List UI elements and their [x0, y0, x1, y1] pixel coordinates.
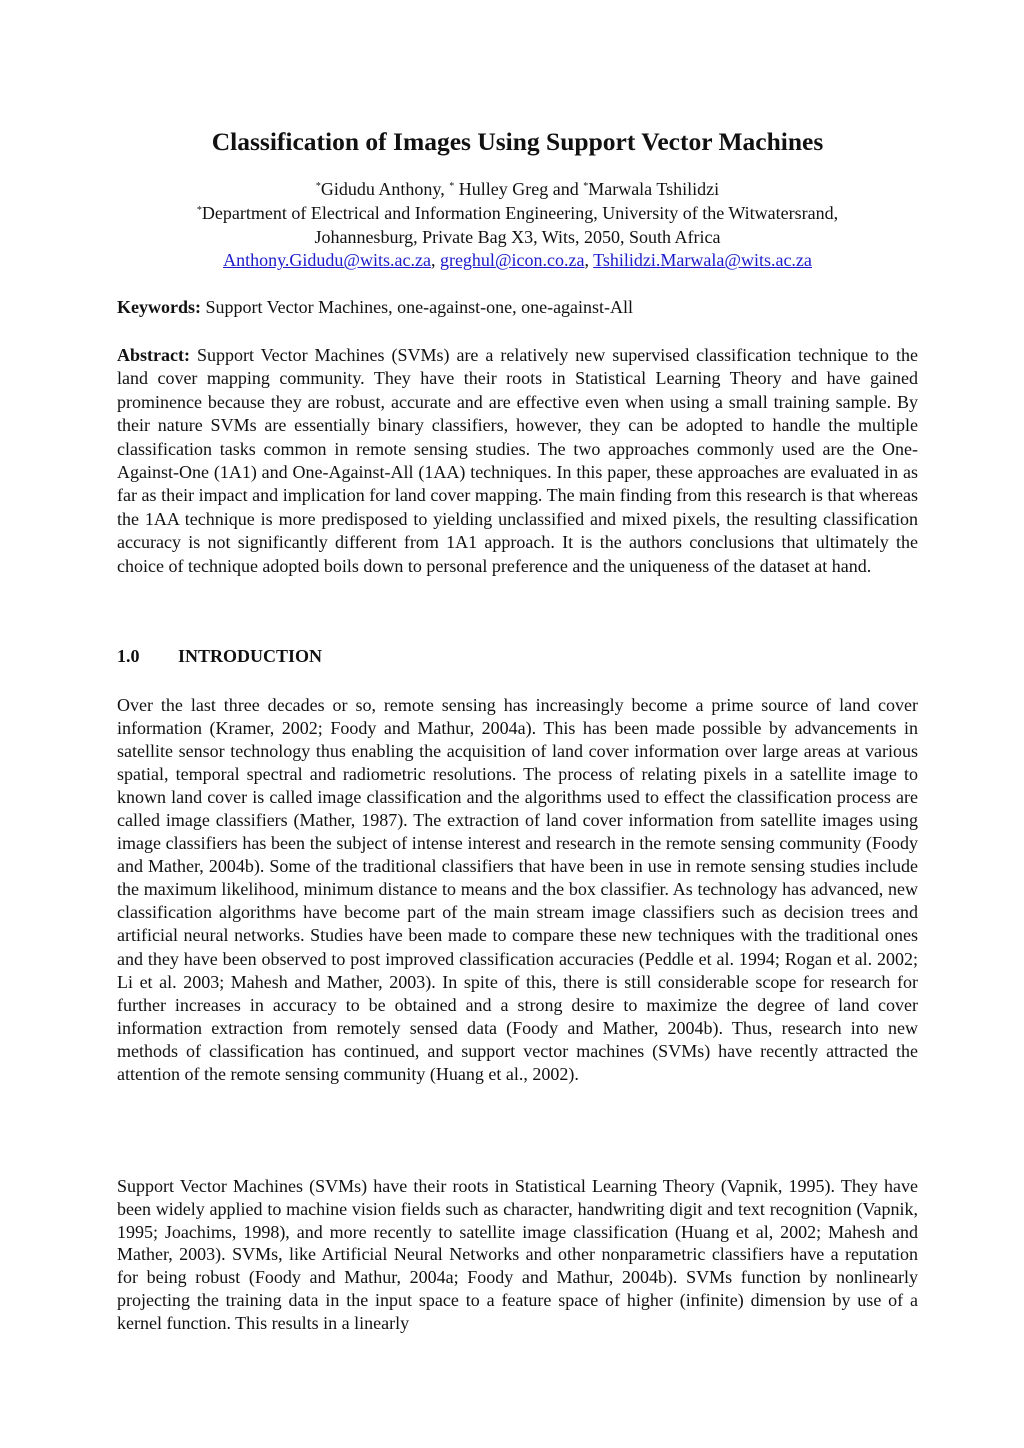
email-link[interactable]: Anthony.Gidudu@wits.ac.za [223, 250, 431, 271]
affiliation: *Department of Electrical and Information Engineering, University of the Witwatersrand, [196, 202, 839, 223]
author-name: Gidudu Anthony, [320, 179, 445, 199]
address: Johannesburg, Private Bag X3, Wits, 2050, South Africa [314, 226, 721, 247]
email-link[interactable]: Tshilidzi.Marwala@wits.ac.za [593, 250, 812, 271]
author-name: Hulley Greg and [458, 179, 579, 199]
email-link[interactable]: greghul@icon.co.za [439, 250, 585, 271]
section-title: INTRODUCTION [178, 646, 323, 666]
abstract [117, 344, 918, 578]
keywords [117, 296, 918, 319]
section-heading [117, 646, 918, 667]
keywords-label: Keywords: [117, 297, 201, 317]
section-number: 1.0 [117, 646, 140, 666]
author-block [117, 178, 918, 273]
paragraph: Over the last three decades or so, remote sensing has increasingly become a prime source of land cover information (Kramer, 2002; Foody and Mathur, 2004a). This has been made possible by advancements in satellite sensor technology thus enabling the acquisition of land cover information over large areas at various spatial, temporal spectral and radiometric resolutions. The process of relating pixels in a satellite image to known land cover is called image classification and the algorithms used to effect the classification process are called image classifiers (Mather, 1987). The extraction of land cover information from satellite images using image classifiers has been the subject of intense interest and research in the remote sensing community (Foody and Mather, 2004b). Some of the traditional classifiers that have been in use in remote sensing studies include the maximum likelihood, minimum distance to means and the box classifier. As technology has advanced, new classification algorithms have become part of the main stream image classifiers such as decision trees and artificial neural networks. Studies have been made to compare these new techniques with the traditional ones and they have been observed to post improved classification accuracies (Peddle et al. 1994; Rogan et al. 2002; Li et al. 2003; Mahesh and Mather, 2003). In spite of this, there is still considerable scope for research for further increases in accuracy to be obtained and a strong desire to maximize the degree of land cover information extraction from remotely sensed data (Foody and Mather, 2004b). Thus, research into new methods of classification has continued, and support vector machines (SVMs) have recently attracted the attention of the remote sensing community (Huang et al., 2002). [117, 695, 918, 1084]
abstract-label: Abstract: [117, 345, 190, 365]
paragraph: Support Vector Machines (SVMs) have their roots in Statistical Learning Theory (Vapnik, 1995). They have been widely applied to machine vision fields such as character, handwriting digit and text recognition (Vapnik, 1995; Joachims, 1998), and more recently to satellite image classification (Huang et al, 2002; Mahesh and Mather, 2003). SVMs, like Artificial Neural Networks and other nonparametric classifiers have a reputation for being robust (Foody and Mathur, 2004a; Foody and Mathur, 2004b). SVMs function by nonlinearly projecting the training data in the input space to a feature space of higher (infinite) dimension by use of a kernel function. This results in a linearly [117, 1176, 918, 1333]
emails: Anthony.Gidudu@wits.ac.za, greghul@icon.co.za, Tshilidzi.Marwala@wits.ac.za [223, 250, 812, 271]
author-names: *Gidudu Anthony, * Hulley Greg and *Marwala Tshilidzi [315, 179, 720, 199]
keywords-text: Support Vector Machines, one-against-one, one-against-All [205, 297, 634, 317]
abstract-text: Support Vector Machines (SVMs) are a relatively new supervised classification technique to the land cover mapping community. They have their roots in Statistical Learning Theory and have gained prominence because they are robust, accurate and are effective even when using a small training sample. By their nature SVMs are essentially binary classifiers, however, they can be adopted to handle the multiple classification tasks common in remote sensing studies. The two approaches commonly used are the One-Against-One (1A1) and One-Against-All (1AA) techniques. In this paper, these approaches are evaluated in as far as their impact and implication for land cover mapping. The main finding from this research is that whereas the 1AA technique is more predisposed to yielding unclassified and mixed pixels, the resulting classification accuracy is not significantly different from 1A1 approach. It is the authors conclusions that ultimately the choice of technique adopted boils down to personal preference and the uniqueness of the dataset at hand. [117, 345, 918, 576]
paper-title: Classification of Images Using Support Vector Machines [211, 127, 824, 156]
author-name: Marwala Tshilidzi [588, 179, 720, 199]
